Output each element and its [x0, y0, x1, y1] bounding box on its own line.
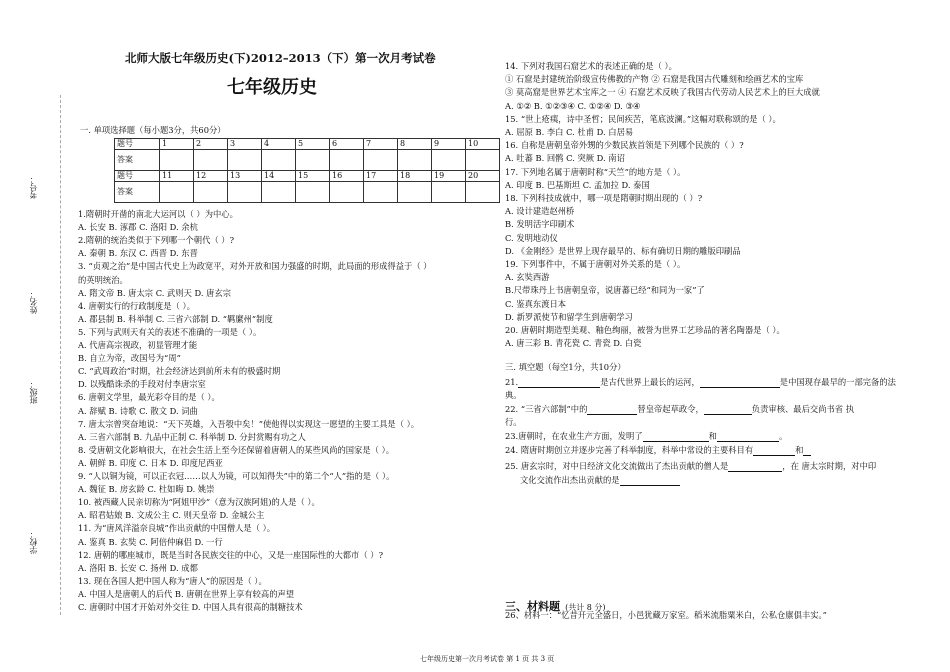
grid-num: 2 [194, 139, 228, 150]
question-line: A. 设计建造赵州桥 [505, 206, 575, 217]
question-line: A. 中国人是唐朝人的后代 B. 唐朝在世界上享有较高的声望 [78, 588, 295, 599]
question-line: A. 隋文帝 B. 唐太宗 C. 武则天 D. 唐玄宗 [78, 287, 232, 298]
answer-cell[interactable] [398, 150, 432, 171]
question-21: 21. 是古代世界上最长的运河， 是中国现存最早的一部完备的法 [505, 377, 896, 387]
blank-25-1[interactable] [728, 463, 782, 472]
question-21-cont: 典。 [505, 390, 522, 400]
blank-22-2[interactable] [704, 406, 752, 415]
question-line: A. 昭君姑娘 B. 文成公主 C. 则天皇帝 D. 金城公主 [78, 510, 265, 521]
question-line: B.尺带珠丹上书唐朝皇帝，说唐蕃已经“和同为一家”了 [505, 285, 705, 296]
question-line: 6. 唐朝文学里，最光彩夺目的是（ ）。 [78, 392, 220, 403]
blank-24-1[interactable] [753, 447, 795, 456]
question-line: A. 唐三彩 B. 青花瓷 C. 青瓷 D. 白瓷 [505, 338, 642, 349]
answer-cell[interactable] [398, 182, 432, 203]
answer-cell[interactable] [466, 150, 500, 171]
grid-num: 9 [432, 139, 466, 150]
question-25: 25. 唐玄宗时，对中日经济文化交流做出了杰出贡献的僧人是 ，在 唐太宗时期，对中印 [505, 461, 877, 471]
section3-heading: 三、材料题 [505, 600, 560, 613]
question-line: 5. 下列与武则天有关的表述不准确的一项是（ ）。 [78, 326, 262, 337]
section1-heading: 一. 单项选择题（每小题3分，共60分） [80, 125, 226, 135]
answer-cell[interactable] [330, 182, 364, 203]
grid-num: 18 [398, 171, 432, 182]
question-line: B. 自立为帝，改国号为“周” [78, 353, 181, 364]
question-line: B. 发明活字印刷术 [505, 219, 575, 230]
question-line: A. 魏征 B. 房玄龄 C. 杜如晦 D. 姚崇 [78, 484, 215, 495]
answer-grid [114, 138, 500, 203]
answer-cell[interactable] [364, 150, 398, 171]
grid-num: 10 [466, 139, 500, 150]
question-23: 23.唐朝时，在农业生产方面，发明了 和 。 [505, 431, 788, 441]
question-line: A. 玄奘西游 [505, 272, 550, 283]
answer-cell[interactable] [194, 182, 228, 203]
grid-num: 6 [330, 139, 364, 150]
grid-row1-head: 题号 [115, 139, 160, 150]
grid-num: 15 [296, 171, 330, 182]
question-line: A. 三省六部制 B. 九品中正制 C. 科举制 D. 分封赏赐有功之人 [78, 431, 306, 442]
answer-cell[interactable] [228, 150, 262, 171]
answer-cell[interactable] [432, 150, 466, 171]
grid-num: 5 [296, 139, 330, 150]
answer-cell[interactable] [194, 150, 228, 171]
blank-23-1[interactable] [643, 433, 709, 442]
subject-title: 七年级历史 [227, 77, 317, 98]
blank-21-2[interactable] [700, 379, 780, 388]
question-line: C. 发明地动仪 [505, 232, 558, 243]
question-line: 2.隋朝的统治类似于下列哪一个朝代（ ）? [78, 235, 235, 246]
question-line: A. 郡县制 B. 科举制 C. 三省六部制 D. “羁縻州”制度 [78, 313, 273, 324]
question-22: 22. “三省六部制”中的 替皇帝起草政令， 负责审核、最后交尚书省 执 [505, 404, 854, 414]
question-line: C. 鉴真东渡日本 [505, 298, 567, 309]
question-line: 1.隋朝时开凿的南北大运河以（ ）为中心。 [78, 209, 238, 219]
exam-title: 北师大版七年级历史(下)2012–2013（下）第一次月考试卷 [125, 51, 436, 65]
blank-24-2[interactable] [803, 447, 811, 456]
question-line: 18. 下列科技成就中，哪一项是隋朝时期出现的（ ）? [505, 193, 703, 203]
question-26: 26、材料一：“忆昔开元全盛日，小邑犹藏万家室。稻米流脂粟米白，公私仓廪俱丰实。” [505, 610, 827, 620]
question-line: 17. 下列地名属于唐朝时称“天竺”的地方是（ ）。 [505, 166, 686, 177]
question-line: A. 秦朝 B. 东汉 C. 西晋 D. 东晋 [78, 248, 198, 259]
question-line: 13. 现在各国人把中国人称为“唐人”的原因是（ ）。 [78, 575, 267, 586]
answer-cell[interactable] [296, 182, 330, 203]
grid-num: 1 [160, 139, 194, 150]
grid-row2-head: 题号 [115, 171, 160, 182]
question-line: 7. 唐太宗曾突奋地说：“天下英雄，入吾彀中矣！”使他得以实现这一愿望的主要工具是（ ）。 [78, 418, 420, 429]
question-line: 4. 唐朝实行的行政制度是（ ）。 [78, 300, 195, 311]
grid-num: 3 [228, 139, 262, 150]
grid-num: 13 [228, 171, 262, 182]
blank-23-2[interactable] [717, 433, 779, 442]
question-line: 9. “人以铜为镜，可以正衣冠……以人为镜，可以知得失”中的第二个“人”指的是（ ）。 [78, 471, 395, 481]
answer-cell[interactable] [432, 182, 466, 203]
question-line: D. 新罗派使节和留学生到唐朝学习 [505, 311, 633, 322]
question-line: A. ①② B. ①②③④ C. ①②④ D. ③④ [505, 100, 641, 111]
question-line: A. 印度 B. 巴基斯坦 C. 孟加拉 D. 泰国 [505, 179, 650, 190]
blank-22-1[interactable] [587, 406, 637, 415]
grid-answer-label: 答案 [115, 150, 160, 171]
question-line: A. 吐蕃 B. 回鹘 C. 突厥 D. 南诏 [505, 153, 625, 164]
question-line: 3. “贞观之治”是中国古代史上为政宽平，对外开放和国力强盛的时期，此局面的形成得益于（ ） [78, 261, 432, 272]
question-line: 的英明统治。 [78, 274, 128, 285]
question-line: A. 朝鲜 B. 印度 C. 日本 D. 印度尼西亚 [78, 457, 223, 468]
blank-25-2[interactable] [620, 477, 680, 486]
class-label: 班级： [29, 380, 38, 404]
section2-heading: 三. 填空题（每空1分，共10分） [505, 362, 626, 372]
section3-points: (共计 8 分) [565, 603, 606, 612]
school-label: 学校： [29, 530, 38, 554]
question-line: 16. 自称是唐朝皇帝外甥的少数民族首领是下列哪个民族的（ ）? [505, 140, 744, 151]
grid-num: 12 [194, 171, 228, 182]
question-line: ③ 莫高窟是世界艺术宝库之一 ④ 石窟艺术反映了我国古代劳动人民艺术上的巨大成就 [505, 87, 820, 98]
grid-num: 11 [160, 171, 194, 182]
question-line: C. 唐朝时中国才开始对外交往 D. 中国人具有很高的制糖技术 [78, 602, 303, 612]
question-line: 8. 受唐朝文化影响很大，在社会生活上至今还保留着唐朝人的某些风尚的国家是（ ）。 [78, 444, 395, 455]
question-line: 11. 为“唐风洋溢奈良城”作出贡献的中国僧人是（ ）。 [78, 523, 276, 534]
question-line: D. 以残酷诛杀的手段对付李唐宗室 [78, 379, 206, 390]
question-line: 12. 唐朝的哪座城市，既是当时各民族交往的中心，又是一座国际性的大都市（ ）? [78, 549, 384, 560]
grid-num: 17 [364, 171, 398, 182]
question-line: A. 长安 B. 涿郡 C. 洛阳 D. 余杭 [78, 222, 198, 233]
question-line: ① 石窟是封建统治阶级宣传佛教的产物 ② 石窟是我国古代雕刻和绘画艺术的宝库 [505, 74, 804, 85]
grid-num: 4 [262, 139, 296, 150]
answer-cell[interactable] [330, 150, 364, 171]
question-25-cont: 文化交流作出杰出贡献的是 [520, 475, 680, 486]
blank-21-1[interactable] [518, 379, 600, 388]
question-line: 15. “世上疮痍，诗中圣哲；民间疾苦，笔底波澜。”这幅对联称颂的是（ ）。 [505, 113, 781, 124]
grid-answer-label: 答案 [115, 182, 160, 203]
question-line: A. 鉴真 B. 玄奘 C. 阿倍仲麻侣 D. 一行 [78, 536, 223, 547]
grid-num: 7 [364, 139, 398, 150]
binding-line [60, 95, 61, 615]
name-label: 姓名： [29, 290, 38, 314]
answer-cell[interactable] [160, 150, 194, 171]
grid-num: 8 [398, 139, 432, 150]
question-22-cont: 行。 [505, 417, 522, 427]
question-line: 14. 下列对我国石窟艺术的表述正确的是（ ）。 [505, 61, 677, 71]
question-line: D. 《金刚经》是世界上现存最早的、标有确切日期的雕版印刷品 [505, 245, 741, 256]
question-line: A. 屈原 B. 李白 C. 杜甫 D. 白居易 [505, 127, 634, 137]
question-line: 19. 下列事件中，不属于唐朝对外关系的是（ ）。 [505, 259, 686, 269]
answer-cell[interactable] [262, 182, 296, 203]
kaohao-label: 考号： [29, 175, 38, 199]
grid-num: 19 [432, 171, 466, 182]
answer-cell[interactable] [160, 182, 194, 203]
page-footer: 七年级历史第一次月考试卷 第 1 页 共 3 页 [420, 655, 555, 663]
question-line: A. 辞赋 B. 诗歌 C. 散文 D. 词曲 [78, 405, 198, 416]
question-line: C. “武周政治”时期，社会经济达到前所未有的极盛时期 [78, 366, 281, 377]
grid-num: 20 [466, 171, 500, 182]
answer-cell[interactable] [262, 150, 296, 171]
answer-cell[interactable] [296, 150, 330, 171]
answer-cell[interactable] [228, 182, 262, 203]
question-line: 10. 被西藏人民亲切称为“阿姐甲沙”（意为汉族阿姐)的人是（ ）。 [78, 497, 320, 508]
grid-num: 14 [262, 171, 296, 182]
answer-cell[interactable] [466, 182, 500, 203]
answer-cell[interactable] [364, 182, 398, 203]
question-line: A. 代唐高宗视政，初显管理才能 [78, 340, 198, 350]
question-line: A. 洛阳 B. 长安 C. 扬州 D. 成都 [78, 562, 198, 573]
question-24: 24. 隋唐时期创立并逐步完善了科举制度，科举中常设的主要科目有 和 [505, 445, 811, 456]
question-line: 20. 唐朝时期造型美观、釉色绚丽，被誉为世界工艺珍品的著名陶器是（ ）。 [505, 325, 785, 335]
grid-num: 16 [330, 171, 364, 182]
